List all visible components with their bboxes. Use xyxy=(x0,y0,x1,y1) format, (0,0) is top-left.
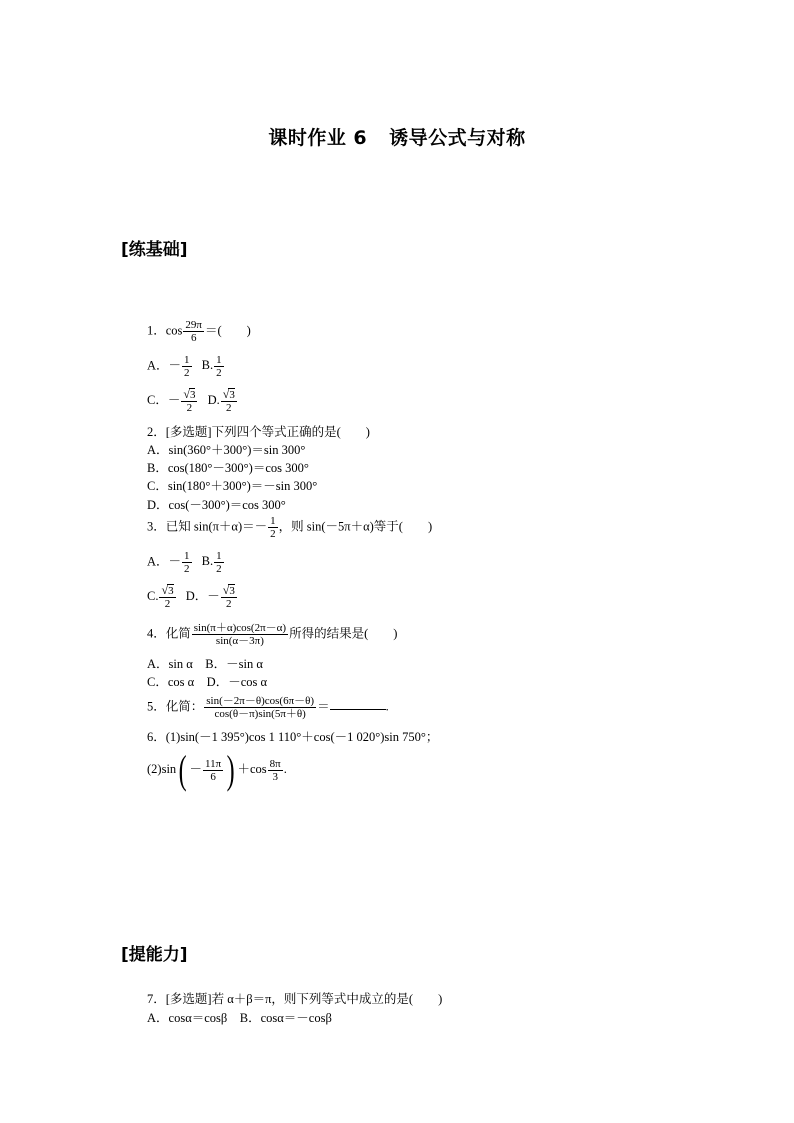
question-2-option-c: C．sin(180°＋300°)＝－sin 300° xyxy=(147,479,318,493)
question-3-options-cd: C. $\frac{√3}{2}$ D．－ $\frac{√3}{2}$ xyxy=(147,583,235,610)
question-6-part1: 6．(1)sin(－1 395°)cos 1 110°＋cos(－1 020°)sin 750°； xyxy=(147,730,439,744)
fraction: $\frac{29\pi}{6}$ xyxy=(185,319,202,344)
section-improve-ability: [提能力] xyxy=(121,945,188,965)
question-7-options-ab: A．cosα＝cosβ B．cosα＝－cosβ xyxy=(147,1011,332,1025)
question-2-option-d: D．cos(－300°)＝cos 300° xyxy=(147,498,286,512)
title-right: 诱导公式与对称 xyxy=(389,127,526,149)
question-4-stem: 4．化简 $\frac{\sin(\pi+\alpha)\cos(2\pi-\alpha)}{\sin(\alpha-3\pi)}$ 所得的结果是( ) xyxy=(147,622,398,647)
question-1-options-ab: A．－ $\frac{1}{2}$ B. $\frac{1}{2}$ xyxy=(147,354,222,379)
question-3-stem: 3．已知 sin(π＋α)＝－ $\frac{1}{2}$ ，则 sin(－5π＋α)等于( ) xyxy=(147,515,433,540)
question-5-stem: 5．化简： $\frac{\sin(-2\pi-\theta)\cos(6\pi-\theta)}{\cos(\theta-\pi)\sin(5\pi+\theta)}$ ＝ . xyxy=(147,695,389,720)
section-basic-practice: [练基础] xyxy=(121,240,188,260)
question-1-options-cd: C．－ $\frac{√3}{2}$ D. $\frac{√3}{2}$ xyxy=(147,387,235,414)
question-2-option-a: A．sin(360°＋300°)＝sin 300° xyxy=(147,443,306,457)
question-2-option-b: B．cos(180°－300°)＝cos 300° xyxy=(147,461,309,475)
answer-blank xyxy=(330,699,386,710)
question-6-part2: (2)sin( － $\frac{11\pi}{6}$ ) ＋cos $\frac{8\pi}{3}$ . xyxy=(147,747,287,792)
question-3-options-ab: A．－ $\frac{1}{2}$ B. $\frac{1}{2}$ xyxy=(147,550,222,575)
question-2-stem: 2．[多选题]下列四个等式正确的是( ) xyxy=(147,425,370,439)
question-4-options-ab: A．sin α B．－sin α xyxy=(147,657,263,671)
question-7-stem: 7．[多选题]若 α＋β＝π，则下列等式中成立的是( ) xyxy=(147,992,443,1006)
question-1-stem: 1．cos $\frac{29\pi}{6}$ ＝( ) xyxy=(147,319,251,344)
title-left: 课时作业 6 xyxy=(268,127,368,149)
page-title xyxy=(0,123,794,150)
question-4-options-cd: C．cos α D．－cos α xyxy=(147,675,268,689)
